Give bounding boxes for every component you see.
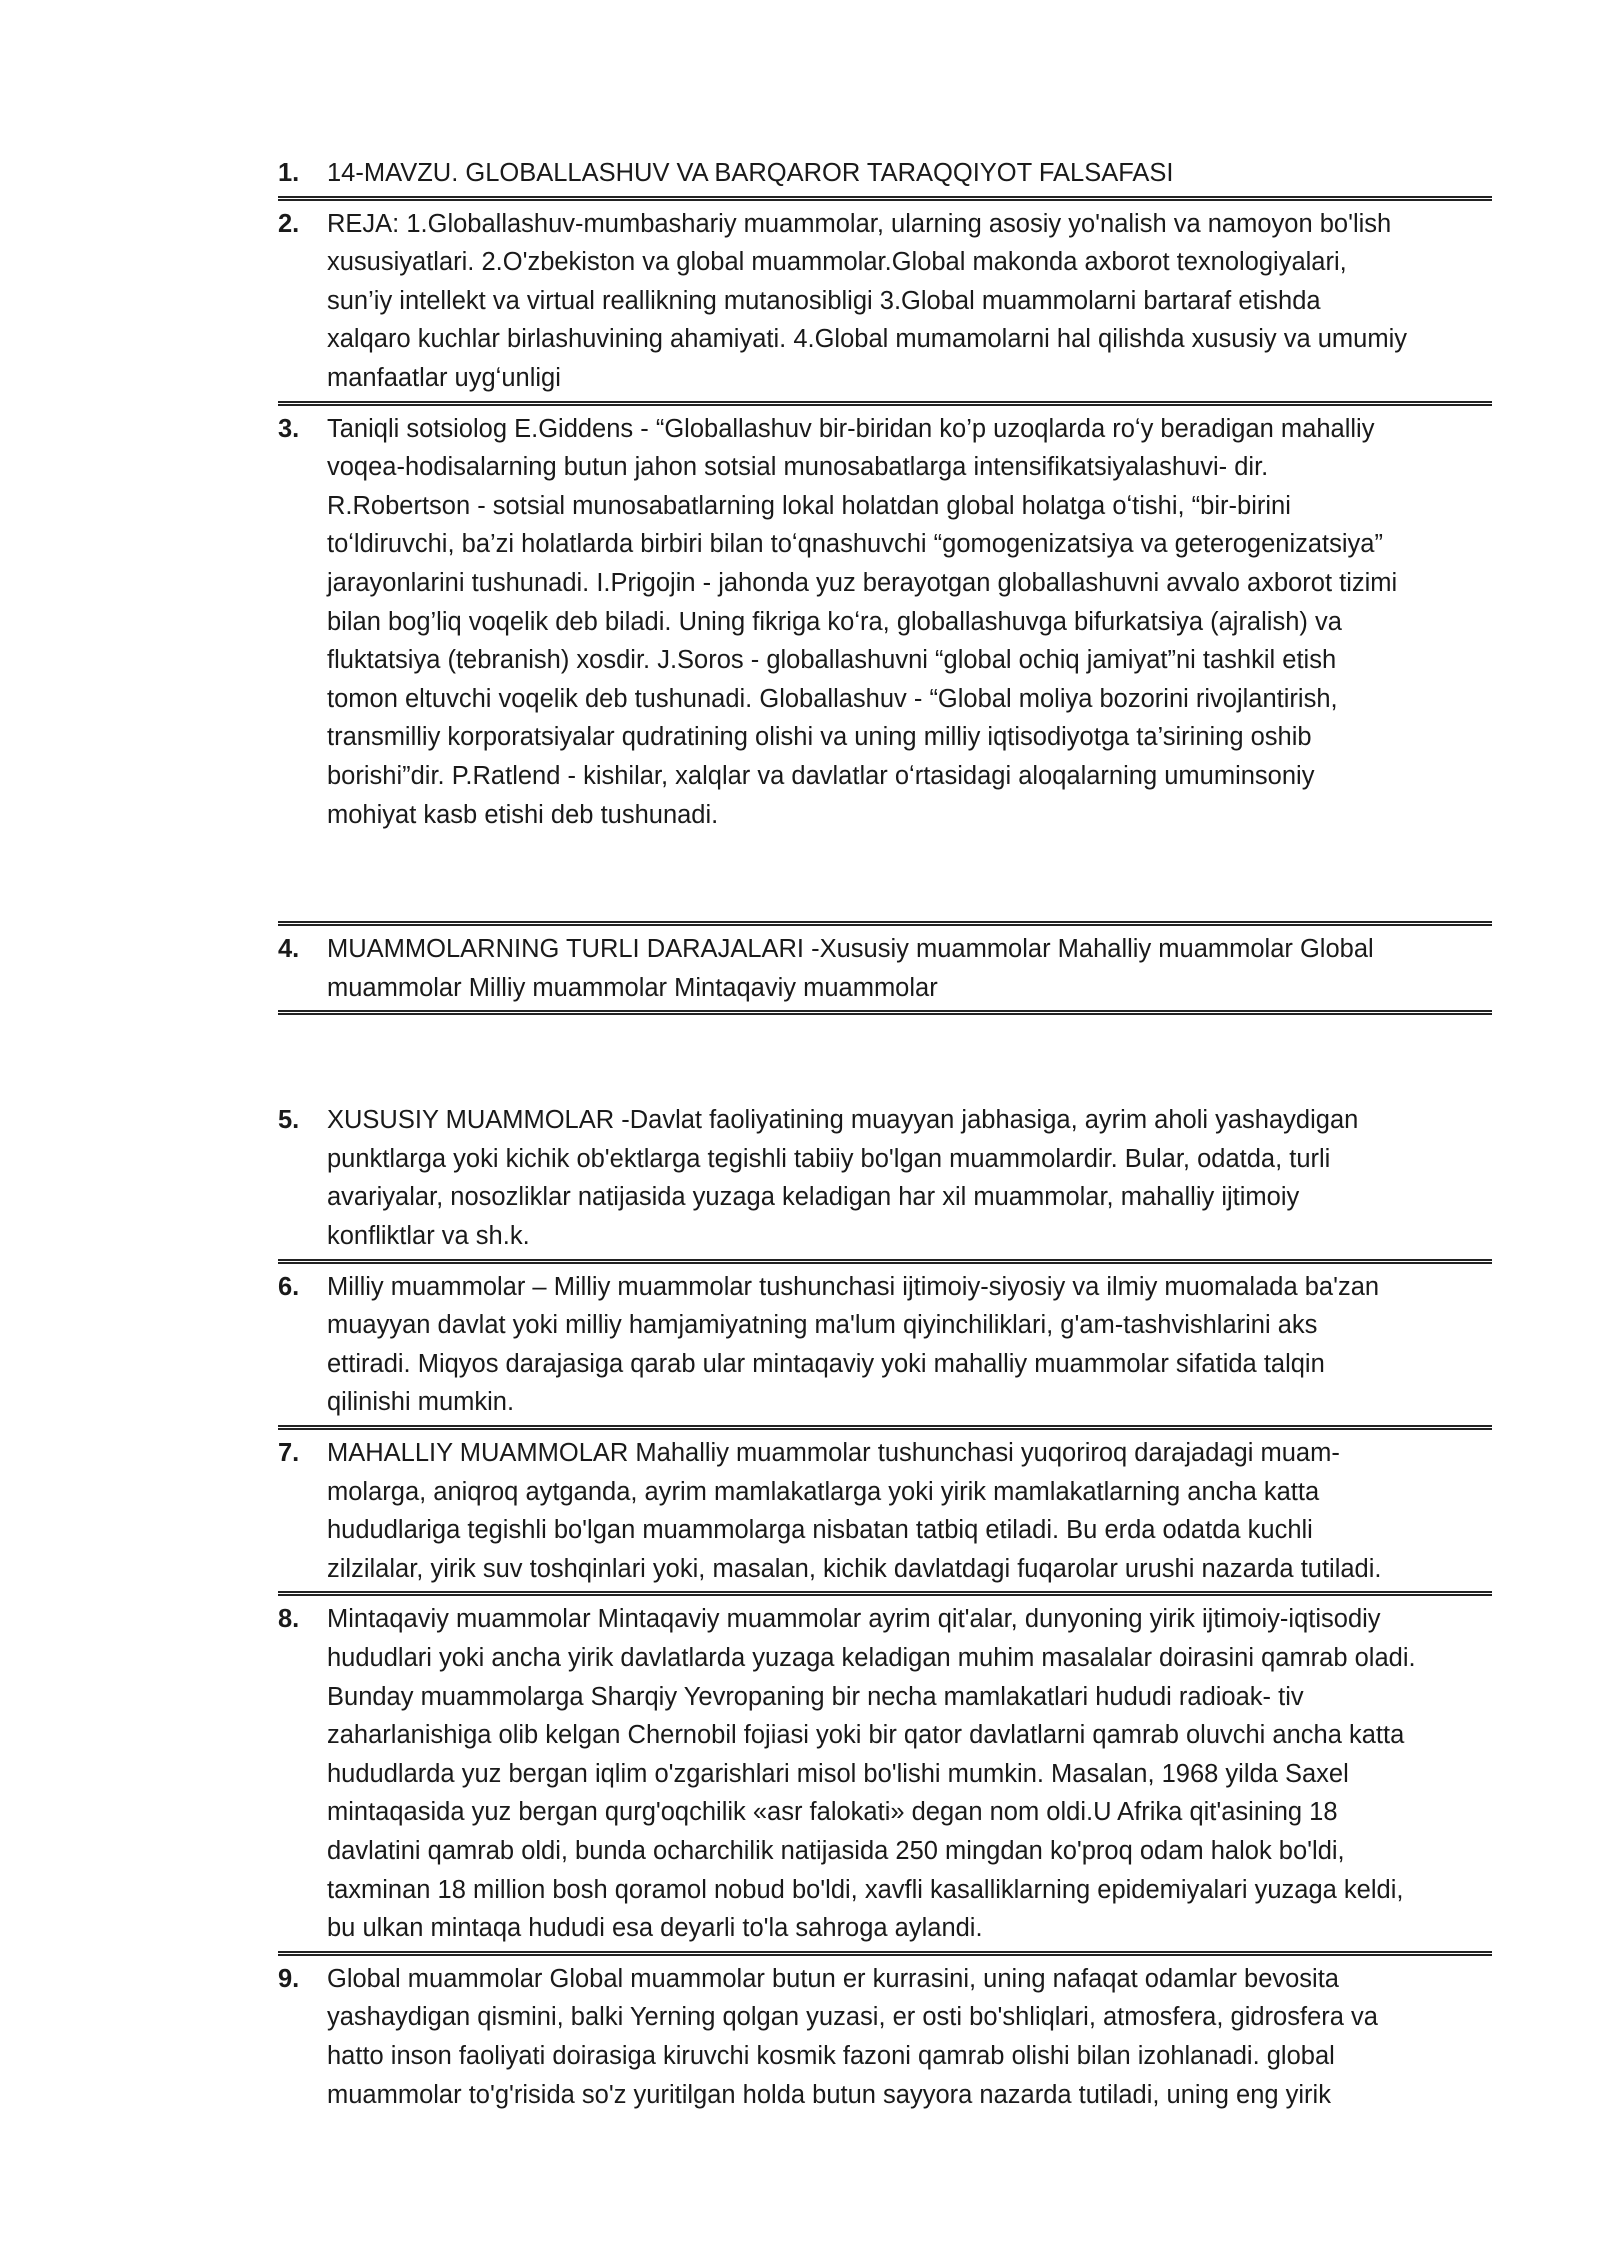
item-number: 3. [278,414,300,443]
text-line: zaharlanishiga olib kelgan Chernobil fojiasi yoki bir qator davlatlarni qamrab oluvchi ancha katta [327,1721,1405,1750]
text-line: Bunday muammolarga Sharqiy Yevropaning bir necha mamlakatlari hududi radioak- tiv [327,1682,1304,1711]
text-line: punktlarga yoki kichik ob'ektlarga tegishli tabiiy bo'lgan muammolardir. Bular, odatda, turli [327,1144,1331,1173]
text-line: mintaqasida yuz bergan qurg'oqchilik «asr falokati» degan nom oldi.U Afrika qit'asining 18 [327,1798,1338,1827]
text-line: tomon eltuvchi voqelik deb tushunadi. Globallashuv - “Global moliya bozorini rivojlantirish, [327,684,1338,713]
text-line: mohiyat kasb etishi deb tushunadi. [327,800,719,829]
text-line: fluktatsiya (tebranish) xosdir. J.Soros - globallashuvni “global ochiq jamiyat”ni tashkil etish [327,646,1337,675]
text-line: R.Robertson - sotsial munosabatlarning lokal holatdan global holatga oʻtishi, “bir-birini [327,491,1291,520]
item-number: 9. [278,1964,300,1993]
section-spacer [278,1015,1492,1097]
item-text [327,154,1492,193]
text-line: Milliy muammolar – Milliy muammolar tushunchasi ijtimoiy-siyosiy va ilmiy muomalada ba'zan [327,1272,1380,1301]
text-line: qilinishi mumkin. [327,1388,515,1417]
text-line: toʻldiruvchi, ba’zi holatlarda birbiri bilan toʻqnashuvchi “gomogenizatsiya va geterogenizatsiya” [327,530,1383,559]
list-item-2 [278,201,1492,406]
list-item-5 [278,1097,1492,1263]
text-line: zilzilalar, yirik suv toshqinlari yoki, masalan, kichik davlatdagi fuqarolar urushi nazarda tutiladi. [327,1554,1382,1583]
text-line: hududlariga tegishli bo'lgan muammolarga nisbatan tatbiq etiladi. Bu erda odatda kuchli [327,1516,1313,1545]
text-line: hududlarda yuz bergan iqlim o'zgarishlari misol bo'lishi mumkin. Masalan, 1968 yilda Saxel [327,1759,1349,1788]
text-line: MUAMMOLARNING TURLI DARAJALARI -Xususiy muammolar Mahalliy muammolar Global [327,935,1374,964]
item-text [327,1101,1492,1255]
item-text [327,1960,1492,2114]
text-line: 14-MAVZU. GLOBALLASHUV VA BARQAROR TARAQQIYOT FALSAFASI [327,159,1174,187]
item-text [327,1268,1492,1422]
text-line: molarga, aniqroq aytganda, ayrim mamlakatlarga yoki yirik mamlakatlarning ancha katta [327,1477,1320,1506]
text-line: bilan bog’liq voqelik deb biladi. Uning fikriga koʻra, globallashuvga bifurkatsiya (ajralish) va [327,607,1342,636]
text-line: bu ulkan mintaqa hududi esa deyarli to'la sahroga aylandi. [327,1914,983,1943]
text-line: konfliktlar va sh.k. [327,1222,530,1251]
item-number: 2. [278,209,300,238]
list-item-6 [278,1264,1492,1430]
list-item-9 [278,1956,1492,2117]
text-line: XUSUSIY MUAMMOLAR -Davlat faoliyatining muayyan jabhasiga, ayrim aholi yashaydigan [327,1106,1359,1135]
item-text [327,1600,1492,1947]
text-line: REJA: 1.Globallashuv-mumbashariy muammolar, ularning asosiy yo'nalish va namoyon bo'lish [327,209,1392,238]
item-text [327,1434,1492,1588]
text-line: xususiyatlari. 2.O'zbekiston va global muammolar.Global makonda axborot texnologiyalari, [327,248,1347,277]
text-line: Taniqli sotsiolog E.Giddens - “Globallashuv bir-biridan ko’p uzoqlarda roʻy beradigan mahalliy [327,414,1375,443]
text-line: muammolar to'g'risida so'z yuritilgan holda butun sayyora nazarda tutiladi, uning eng yirik [327,2080,1331,2109]
section-spacer [278,837,1492,926]
text-line: avariyalar, nosozliklar natijasida yuzaga keladigan har xil muammolar, mahalliy ijtimoiy [327,1183,1300,1212]
item-number: 1. [278,159,300,187]
text-line: borishi”dir. P.Ratlend - kishilar, xalqlar va davlatlar oʻrtasidagi aloqalarning umuminsoniy [327,761,1315,790]
text-line: manfaatlar uygʻunligi [327,363,561,392]
item-number: 6. [278,1272,300,1301]
text-line: muammolar Milliy muammolar Mintaqaviy muammolar [327,973,938,1002]
text-line: transmilliy korporatsiyalar qudratining olishi va uning milliy iqtisodiyotga ta’sirining oshib [327,723,1312,752]
text-line: jarayonlarini tushunadi. I.Prigojin - jahonda yuz berayotgan globallashuvni avvalo axborot tizimi [327,568,1398,597]
text-line: voqea-hodisalarning butun jahon sotsial munosabatlarga intensifikatsiyalashuvi- dir. [327,453,1269,482]
item-number: 7. [278,1439,300,1468]
text-line: hududlari yoki ancha yirik davlatlarda yuzaga keladigan muhim masalalar doirasini qamrab oladi. [327,1644,1416,1672]
item-number: 8. [278,1605,300,1634]
text-line: muayyan davlat yoki milliy hamjamiyatning ma'lum qiyinchiliklari, g'am-tashvishlarini aks [327,1311,1318,1340]
text-line: Global muammolar Global muammolar butun er kurrasini, uning nafaqat odamlar bevosita [327,1964,1339,1993]
text-line: davlatini qamrab oldi, bunda ocharchilik natijasida 250 mingdan ko'proq odam halok bo'ldi, [327,1836,1345,1865]
text-line: yashaydigan qismini, balki Yerning qolgan yuzasi, er osti bo'shliqlari, atmosfera, gidrosfera va [327,2003,1378,2032]
list-item-8 [278,1596,1492,1955]
list-item-1 [278,150,1492,201]
list-item-4 [278,926,1492,1015]
text-line: sun’iy intellekt va virtual reallikning mutanosibligi 3.Global muammolarni bartaraf etishda [327,286,1321,315]
list-item-3 [278,406,1492,838]
text-line: hatto inson faoliyati doirasiga kiruvchi kosmik fazoni qamrab olishi bilan izohlanadi. global [327,2041,1335,2070]
text-line: Mintaqaviy muammolar Mintaqaviy muammolar ayrim qit'alar, dunyoning yirik ijtimoiy-iqtisodiy [327,1605,1381,1634]
item-text [327,410,1492,835]
item-text [327,930,1492,1007]
item-number: 5. [278,1106,300,1135]
text-line: taxminan 18 million bosh qoramol nobud bo'ldi, xavfli kasalliklarning epidemiyalari yuzaga keldi, [327,1875,1404,1904]
item-text [327,205,1492,398]
text-line: ettiradi. Miqyos darajasiga qarab ular mintaqaviy yoki mahalliy muammolar sifatida talqin [327,1349,1325,1378]
text-line: MAHALLIY MUAMMOLAR Mahalliy muammolar tushunchasi yuqoriroq darajadagi muam- [327,1439,1340,1468]
item-number: 4. [278,935,300,964]
document-page [278,150,1492,2117]
list-item-7 [278,1430,1492,1596]
text-line: xalqaro kuchlar birlashuvining ahamiyati. 4.Global mumamolarni hal qilishda xususiy va umumiy [327,325,1407,354]
